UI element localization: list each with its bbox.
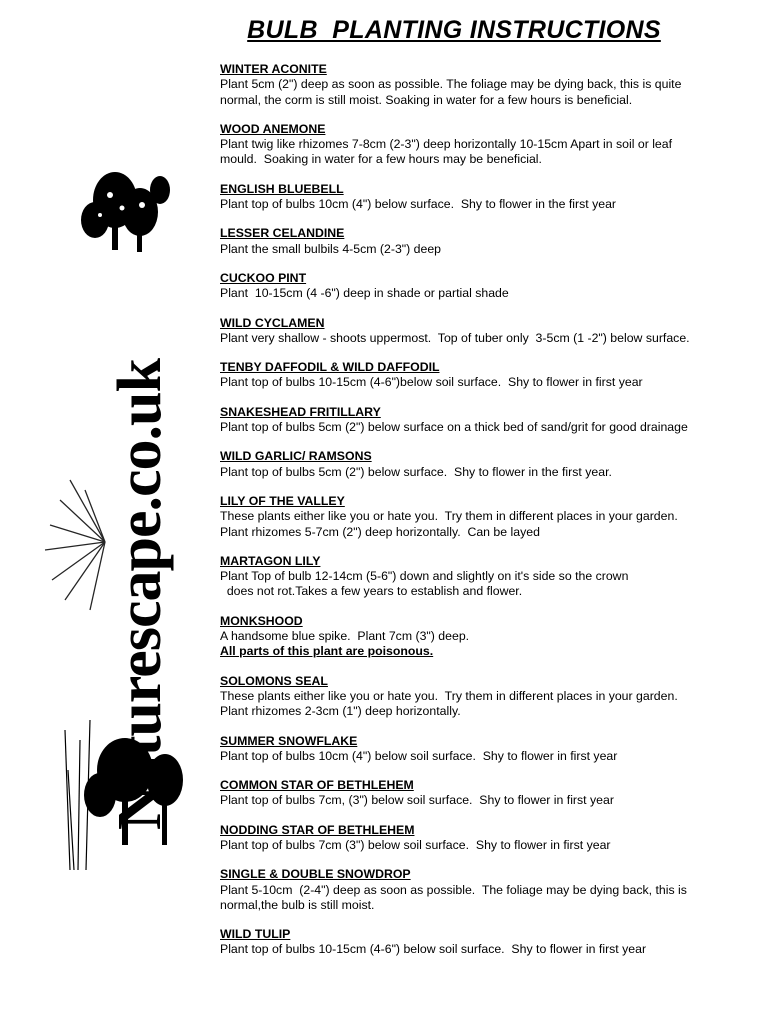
plant-name: COMMON STAR OF BETHLEHEM — [220, 778, 414, 793]
plant-name: ENGLISH BLUEBELL — [220, 181, 344, 196]
plant-name: WILD GARLIC/ RAMSONS — [220, 449, 372, 464]
plant-entry — [220, 122, 760, 168]
instruction-text: mould. Soaking in water for a few hours may be beneficial. — [220, 152, 542, 167]
plant-entry — [220, 494, 760, 540]
instruction-text: normal, the corm is still moist. Soaking in water for a few hours is beneficial. — [220, 92, 633, 107]
instruction-text: These plants either like you or hate you. Try them in different places in your garden. — [220, 509, 678, 524]
page-title: BULB PLANTING INSTRUCTIONS — [247, 16, 661, 44]
instruction-text: Plant 5cm (2") deep as soon as possible. The foliage may be dying back, this is quite — [220, 77, 682, 92]
plant-name: LILY OF THE VALLEY — [220, 493, 345, 508]
plant-entry — [220, 554, 760, 600]
plant-name: WILD CYCLAMEN — [220, 315, 325, 330]
plant-entry — [220, 271, 760, 302]
naturescape-logo — [30, 170, 200, 870]
plant-entry — [220, 674, 760, 720]
plant-entry — [220, 360, 760, 391]
plant-entry — [220, 867, 760, 913]
plant-name: MARTAGON LILY — [220, 553, 321, 568]
instruction-text: Plant top of bulbs 10cm (4") below surface. Shy to flower in the first year — [220, 197, 616, 212]
plant-name: SINGLE & DOUBLE SNOWDROP — [220, 867, 411, 882]
plant-name: WILD TULIP — [220, 927, 291, 942]
instruction-text: Plant the small bulbils 4-5cm (2-3") deep — [220, 241, 442, 256]
plant-entry — [220, 614, 760, 660]
plant-entry — [220, 226, 760, 257]
instruction-text: Plant top of bulbs 7cm (3") below soil surface. Shy to flower in first year — [220, 837, 611, 852]
plant-entry — [220, 734, 760, 765]
instruction-text: Plant top of bulbs 5cm (2") below surface. Shy to flower in the first year. — [220, 464, 612, 479]
instructions-list — [220, 62, 760, 958]
plant-entry — [220, 405, 760, 436]
plant-entry — [220, 823, 760, 854]
plant-entry — [220, 778, 760, 809]
plant-name: TENBY DAFFODIL & WILD DAFFODIL — [220, 360, 440, 375]
instruction-text: Plant top of bulbs 10-15cm (4-6") below soil surface. Shy to flower in first year — [220, 942, 647, 957]
plant-entry — [220, 449, 760, 480]
instruction-text: Plant top of bulbs 10cm (4") below soil surface. Shy to flower in first year — [220, 748, 618, 763]
plant-name: CUCKOO PINT — [220, 270, 307, 285]
logo-text: Naturescape.co.uk — [106, 359, 174, 830]
plant-entry — [220, 62, 760, 108]
instruction-text: A handsome blue spike. Plant 7cm (3") deep. — [220, 629, 470, 644]
plant-entry — [220, 316, 760, 347]
plant-name: LESSER CELANDINE — [220, 226, 345, 241]
instruction-text: Plant top of bulbs 5cm (2") below surface on a thick bed of sand/grit for good drainage — [220, 420, 688, 435]
plant-name: SUMMER SNOWFLAKE — [220, 733, 358, 748]
instruction-text: These plants either like you or hate you. Try them in different places in your garden. — [220, 688, 678, 703]
plant-name: SNAKESHEAD FRITILLARY — [220, 404, 381, 419]
tree-silhouette-logo-icon — [30, 170, 200, 870]
plant-name: SOLOMONS SEAL — [220, 673, 328, 688]
plant-entry — [220, 927, 760, 958]
instruction-text: Plant 10-15cm (4 -6") deep in shade or partial shade — [220, 286, 509, 301]
instruction-text: Plant rhizomes 5-7cm (2") deep horizontally. Can be layed — [220, 524, 540, 539]
instruction-text: Plant top of bulbs 7cm, (3") below soil surface. Shy to flower in first year — [220, 793, 614, 808]
instruction-text: Plant rhizomes 2-3cm (1") deep horizontally. — [220, 704, 461, 719]
plant-entry — [220, 182, 760, 213]
instruction-text: Plant twig like rhizomes 7-8cm (2-3") deep horizontally 10-15cm Apart in soil or leaf — [220, 137, 673, 152]
plant-name: WOOD ANEMONE — [220, 121, 326, 136]
instruction-text: normal,the bulb is still moist. — [220, 897, 375, 912]
plant-name: MONKSHOOD — [220, 613, 303, 628]
poison-warning: All parts of this plant are poisonous. — [220, 644, 434, 659]
plant-name: NODDING STAR OF BETHLEHEM — [220, 822, 415, 837]
instruction-text: does not rot.Takes a few years to establish and flower. — [220, 584, 523, 599]
plant-name: WINTER ACONITE — [220, 62, 327, 76]
instruction-text: Plant 5-10cm (2-4") deep as soon as possible. The foliage may be dying back, this is — [220, 882, 687, 897]
instruction-text: Plant very shallow - shoots uppermost. Top of tuber only 3-5cm (1 -2") below surface. — [220, 330, 690, 345]
instruction-text: Plant Top of bulb 12-14cm (5-6") down and slightly on it's side so the crown — [220, 569, 629, 584]
instruction-text: Plant top of bulbs 10-15cm (4-6")below soil surface. Shy to flower in first year — [220, 375, 643, 390]
